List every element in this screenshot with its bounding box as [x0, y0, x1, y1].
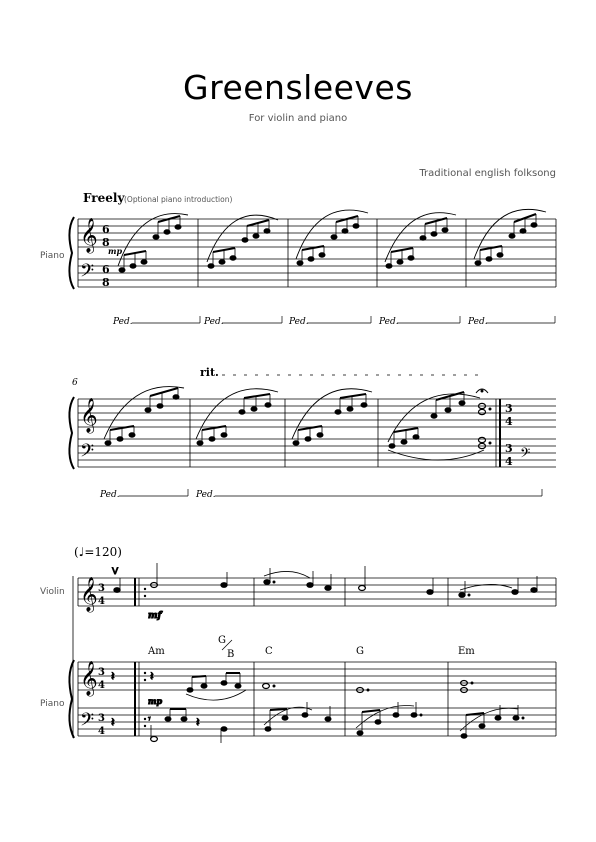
- pedal-marks-1: [112, 316, 555, 327]
- measure-8: [292, 389, 372, 445]
- instrument-label: Piano: [40, 251, 65, 261]
- measure-1: [118, 214, 188, 273]
- time-sig-bottom-piano: 4: [98, 680, 105, 691]
- time-sig-top-bass: 3: [505, 442, 513, 455]
- measure-number: 6: [72, 378, 78, 388]
- ritardando-marking: rit.: [200, 366, 219, 379]
- violin-dynamic: mf: [148, 611, 162, 621]
- quarter-rest-icon: 𝄽: [111, 669, 115, 683]
- grand-staff-brace: [69, 397, 74, 469]
- pedal-marks-2: [99, 489, 542, 500]
- time-sig-top: 6: [102, 223, 110, 236]
- dynamic-marking: mp: [108, 246, 123, 256]
- bass-staff: [78, 259, 556, 287]
- bass-clef-icon: 𝄢: [80, 441, 95, 466]
- time-sig-bottom-bass: 4: [505, 455, 513, 468]
- piano-dynamic: mp: [148, 696, 163, 706]
- bass-clef-icon: 𝄢: [80, 710, 95, 735]
- violin-label: Violin: [40, 587, 65, 597]
- chord-symbol: Am: [148, 646, 165, 657]
- pedal-icon: Ped.: [100, 490, 120, 500]
- pedal-icon: Ped.: [468, 317, 488, 327]
- grand-staff-brace: [69, 217, 74, 289]
- pedal-icon: Ped.: [379, 317, 399, 327]
- measure-9: [388, 389, 491, 460]
- bass-clef-icon: 𝄢: [80, 261, 95, 286]
- tempo-note: (Optional piano introduction): [124, 195, 233, 204]
- metronome-marking: (♩=120): [74, 545, 122, 559]
- time-sig-top-bass: 3: [98, 713, 105, 724]
- measure-4: [385, 213, 456, 269]
- measure-5: [474, 209, 546, 265]
- measure-6: [104, 387, 184, 446]
- treble-clef-icon: 𝄞: [80, 661, 98, 696]
- pedal-icon: Ped.: [289, 317, 309, 327]
- time-sig-bottom: 4: [98, 596, 105, 607]
- system-1: [40, 191, 556, 327]
- time-sig-top-bass: 6: [102, 263, 110, 276]
- time-sig-top: 3: [98, 583, 105, 594]
- violin-staff: [78, 578, 556, 606]
- piece-title: Greensleeves: [183, 68, 413, 107]
- piano-label: Piano: [40, 699, 65, 709]
- system-2: [69, 366, 556, 500]
- pedal-icon: Ped.: [113, 317, 133, 327]
- time-sig-bottom-bass: 4: [98, 726, 105, 737]
- time-sig-bottom: 8: [102, 236, 110, 249]
- piece-subtitle: For violin and piano: [248, 113, 348, 124]
- time-sig-top: 3: [505, 402, 513, 415]
- piano-right-hand: [111, 669, 473, 706]
- treble-clef-icon: 𝄞: [80, 218, 98, 253]
- measure-2: [207, 215, 278, 268]
- bass-clef-icon: 𝄢: [520, 445, 531, 464]
- composer-credit: Traditional english folksong: [419, 168, 556, 179]
- measure-3: [296, 210, 368, 265]
- arpeggio-measures: [104, 387, 491, 460]
- chord-symbol: G: [218, 635, 226, 646]
- time-sig-bottom-bass: 8: [102, 276, 110, 289]
- system-3: [40, 545, 556, 743]
- treble-clef-icon: 𝄞: [80, 398, 98, 433]
- chord-symbol: Em: [458, 646, 475, 657]
- treble-clef-icon: 𝄞: [80, 577, 98, 612]
- measure-7: [196, 389, 278, 445]
- quarter-rest-icon: 𝄽: [196, 715, 200, 729]
- chord-symbol: C: [265, 646, 273, 657]
- pedal-icon: Ped.: [196, 490, 216, 500]
- time-sig-top-piano: 3: [98, 667, 105, 678]
- time-sig-bottom: 4: [505, 415, 513, 428]
- pedal-icon: Ped.: [204, 317, 224, 327]
- chord-symbols: [147, 635, 475, 660]
- quarter-rest-icon: 𝄽: [150, 669, 154, 683]
- chord-symbol: B: [227, 649, 235, 660]
- eighth-rest-icon: 𝄾: [148, 714, 151, 725]
- up-bow-icon: V: [112, 567, 119, 577]
- quarter-rest-icon: 𝄽: [111, 715, 115, 729]
- tempo-marking: Freely: [83, 191, 125, 205]
- chord-symbol: G: [356, 646, 364, 657]
